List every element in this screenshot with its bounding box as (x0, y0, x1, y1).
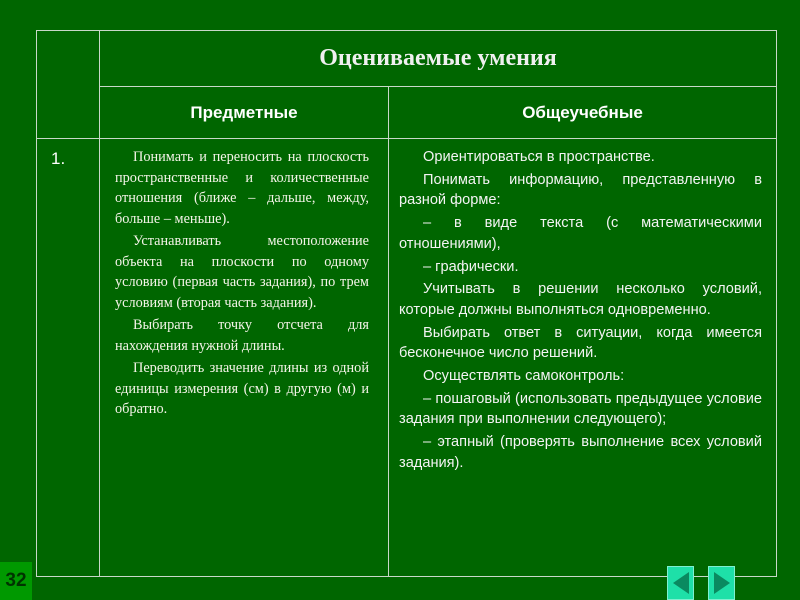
skill-text: Учитывать в решении несколько условий, которые должны выполняться одновременно. (399, 281, 762, 318)
column-header-subject: Предметные (190, 102, 298, 122)
table-title: Оцениваемые умения (319, 45, 557, 71)
slide-number: 32 (0, 562, 32, 600)
skill-text: – пошаговый (использовать предыдущее условие задания при выполнении следующего); (399, 390, 762, 428)
prev-slide-button[interactable] (667, 566, 694, 600)
skill-text: – в виде текста (с математическими отношениями), (399, 215, 762, 252)
skill-text: Выбирать ответ в ситуации, когда имеется бесконечное число решений. (399, 324, 762, 362)
next-slide-button[interactable] (708, 566, 735, 600)
skill-text: Ориентироваться в пространстве. (423, 149, 655, 165)
skill-text: – этапный (проверять выполнение всех условий задания). (399, 434, 762, 471)
skill-text: Осуществлять самоконтроль: (423, 368, 625, 385)
column-header-general: Общеучебные (522, 102, 643, 122)
subject-skills (115, 147, 369, 422)
column-divider (388, 86, 389, 576)
skill-text: Устанавливать местоположение объекта на плоскости по одному условию (первая часть задания), по трем условиям (вторая часть задания). (115, 233, 369, 311)
general-skills (399, 147, 762, 476)
triangle-left-icon (673, 572, 689, 594)
row-number: 1. (51, 149, 66, 168)
skill-text: Переводить значение длины из одной единицы измерения (см) в другую (м) и обратно. (115, 360, 369, 417)
triangle-right-icon (714, 572, 730, 594)
skill-text: Понимать информацию, представленную в разной форме: (399, 171, 762, 209)
skills-table (36, 30, 777, 577)
row-divider (37, 138, 776, 139)
skill-text: Понимать и переносить на плоскость пространственные и количественные отношения (ближе – дальше, между, больше – меньше). (115, 149, 369, 227)
skill-text: – графически. (423, 258, 519, 275)
skill-text: Выбирать точку отсчета для нахождения нужной длины. (115, 317, 369, 354)
